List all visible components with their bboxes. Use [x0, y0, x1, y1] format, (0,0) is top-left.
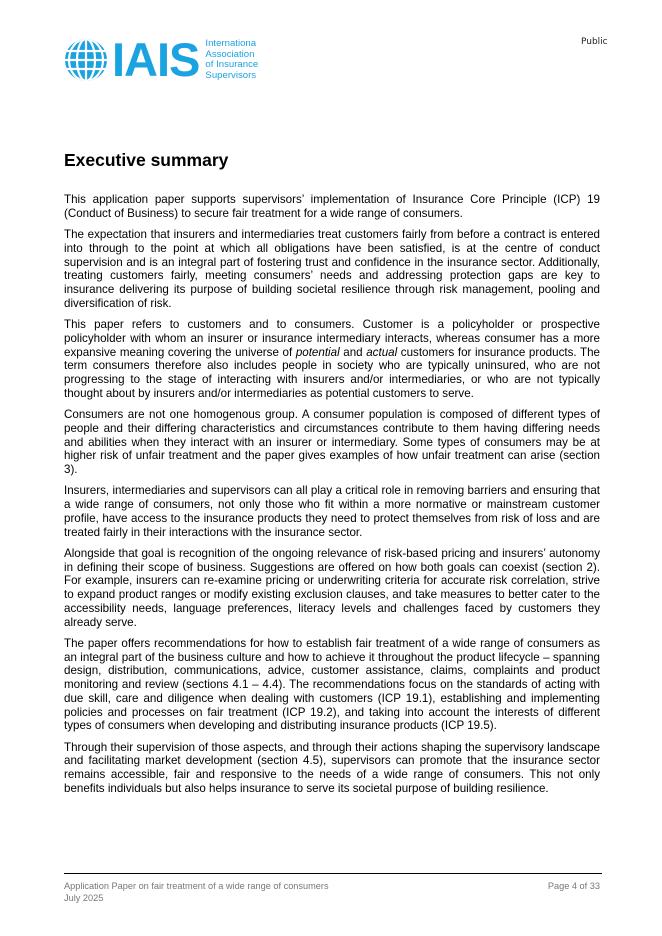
iais-logo	[64, 33, 259, 86]
section-title: Executive summary	[64, 150, 229, 170]
paragraph: The paper offers recommendations for how to establish fair treatment of a wide range of consumers as an integral part of the business culture and how to achieve it throughout the product lifecycle – spanning design, distribution, communications, advice, customer assistance, claims, complaints and product monitoring and review (sections 4.1 – 4.4). The recommendations focus on the standards of acting with due skill, care and diligence when dealing with customers (ICP 19.1), establishing and implementing policies and processes on fair treatment (ICP 19.2), and taking into account the interests of different types of consumers when developing and distributing insurance products (ICP 19.5).	[64, 636, 600, 733]
emphasis: actual	[366, 345, 398, 359]
paragraph: Through their supervision of those aspects, and through their actions shaping the supervisory landscape and facilitating market development (section 4.5), supervisors can promote that the insurance sector remains accessible, fair and responsive to the needs of a wide range of consumers. This not only benefits individuals but also helps insurance to serve its societal purpose of building resilience.	[64, 740, 600, 795]
classification-label: Public	[581, 37, 608, 47]
paragraph: This application paper supports supervisors’ implementation of Insurance Core Principle (ICP) 19 (Conduct of Business) to secure fair treatment for a wide range of consumers.	[64, 193, 600, 220]
paragraph: The expectation that insurers and intermediaries treat customers fairly from before a contract is entered into through to the point at which all obligations have been satisfied, is at the centre of conduct supervision and is an integral part of fostering trust and confidence in the insurance sector. Additionally, treating customers fairly, meeting consumers’ needs and addressing protection gaps are key to insurance delivering its purpose of building societal resilience through risk management, pooling and diversification of risk.	[64, 228, 600, 310]
logo-subtitle-line: Supervisors	[205, 69, 257, 81]
paragraph: Consumers are not one homogenous group. A consumer population is composed of different types of people and their differing characteristics and circumstances contribute to them having differing needs and abilities when they interact with an insurer or intermediary. Some types of consumers may be at higher risk of unfair treatment and the paper gives examples of how unfair treatment can arise (section 3).	[64, 408, 600, 476]
text-run: and	[339, 345, 367, 359]
logo-subtitle-line: of Insurance	[205, 59, 259, 70]
footer-divider	[64, 873, 602, 874]
footer-date: July 2025	[64, 892, 104, 903]
page-number: Page 4 of 33	[547, 881, 600, 891]
paragraph: Insurers, intermediaries and supervisors can all play a critical role in removing barriers and ensuring that a wide range of consumers, not only those who fit within a more normative or mainstream customer profile, have access to the insurance products they need to protect themselves from risk of loss and are treated fairly in their interactions with the insurance sector.	[64, 484, 600, 539]
text-run: This paper refers to customers and to consumers. Customer is a policyholder or prospective policyholder with whom an insurer or insurance intermediary interacts, whereas consumer has a more expansive meaning covering the universe of	[64, 318, 600, 359]
logo-subtitle-line: Association	[205, 48, 255, 60]
emphasis: potential	[295, 345, 340, 359]
paragraph: Alongside that goal is recognition of the ongoing relevance of risk-based pricing and insurers’ autonomy in defining their scope of business. Suggestions are offered on how both goals can coexist (section 2). For example, insurers can re-examine pricing or underwriting criteria for accurate risk correlation, strive to expand product ranges or modify existing exclusion clauses, and take measures to better cater to the accessibility needs, language preferences, literacy levels and challenges faced by customers they already serve.	[64, 546, 600, 629]
footer-doc-title: Application Paper on fair treatment of a wide range of consumers	[64, 881, 329, 891]
logo-subtitle	[205, 39, 258, 81]
document-body	[64, 193, 600, 803]
globe-icon	[64, 38, 108, 82]
logo-wordmark: IAIS	[112, 33, 200, 86]
paragraph	[64, 318, 600, 401]
logo-subtitle-line: Internationa	[205, 38, 257, 49]
page-footer	[64, 881, 600, 904]
text-run: customers for insurance products. The term consumers therefore also includes people in society who are typically uninsured, who are not progressing to the stage of interacting with insurers and/or intermediaries, or who are not typically thought about by insurers and/or intermediaries as potential customers to serve.	[64, 345, 600, 400]
